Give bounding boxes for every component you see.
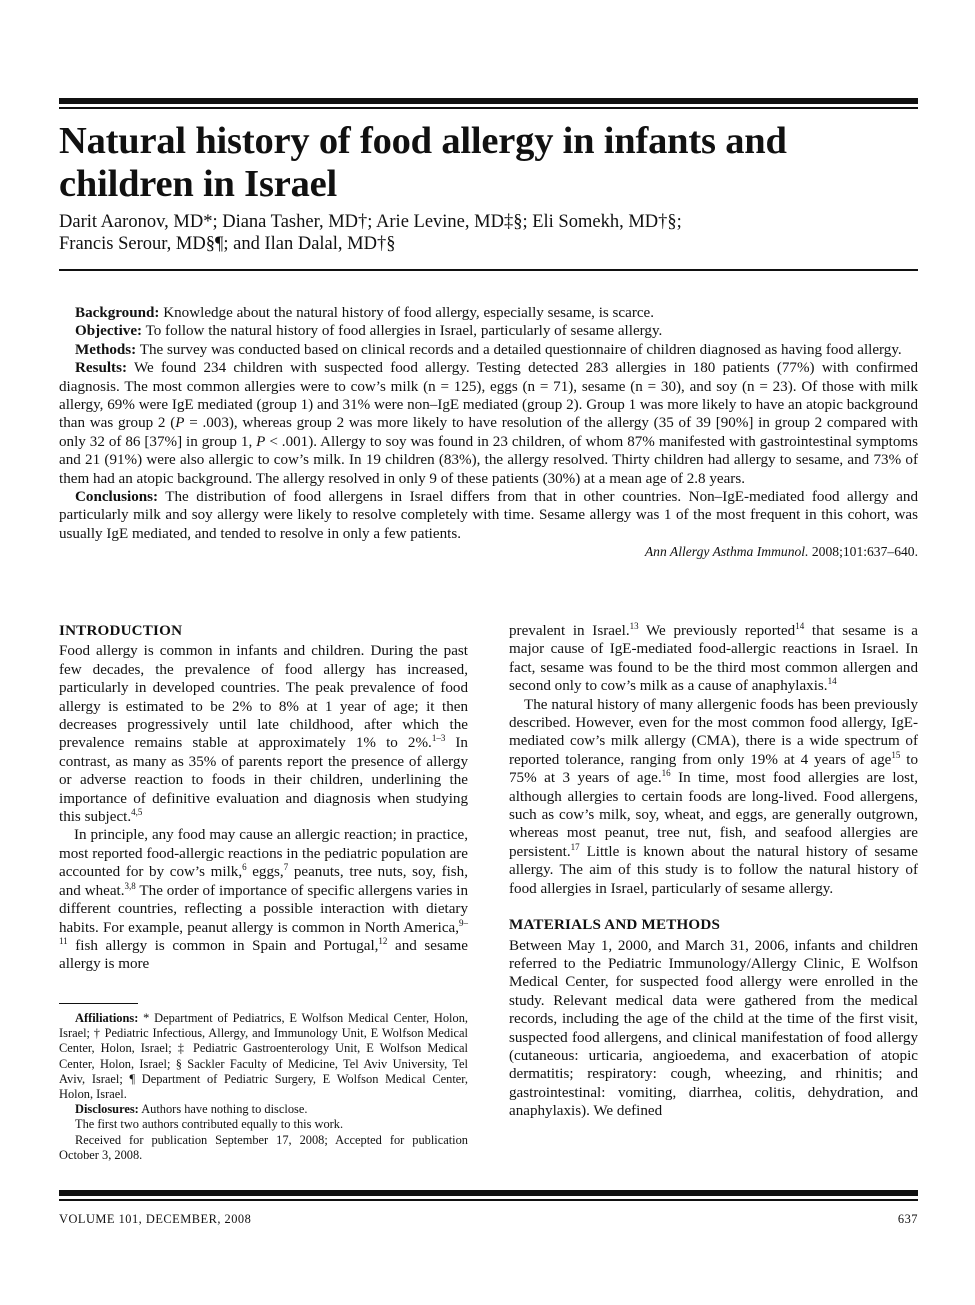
reference-superscript: 14 [827, 676, 837, 687]
bottom-thick-rule [59, 1190, 918, 1196]
text-run: and sesame allergy is more [59, 937, 468, 973]
disclosures-label: Disclosures: [75, 1102, 139, 1117]
equal-contribution-note: The first two authors contributed equally to this work. [75, 1117, 344, 1132]
text-run: prevalent in Israel. [509, 623, 630, 639]
intro-paragraph-3 [509, 622, 918, 696]
page-number: 637 [897, 1212, 918, 1226]
abstract-results [59, 359, 918, 488]
reference-superscript: 3,8 [124, 880, 136, 891]
author-list [59, 211, 909, 255]
reference-superscript: 1–3 [431, 733, 446, 744]
citation-journal: Ann Allergy Asthma Immunol. [644, 544, 809, 560]
affiliations-label: Affiliations: [75, 1011, 139, 1025]
journal-citation [59, 543, 918, 561]
reference-superscript: 14 [795, 621, 805, 631]
abstract [59, 304, 918, 561]
introduction-heading: INTRODUCTION [59, 623, 183, 639]
top-thick-rule [59, 98, 918, 104]
volume-footer: VOLUME 101, DECEMBER, 2008 [59, 1212, 252, 1226]
methods-heading: MATERIALS AND METHODS [509, 917, 721, 934]
reference-superscript: 12 [378, 935, 388, 946]
conclusions-label: Conclusions: [75, 489, 159, 506]
bottom-thin-rule [59, 1199, 918, 1201]
methods-paragraph-1: Between May 1, 2000, and March 31, 2006, infants and children referred to the Pediatric Immunology/Allergy Clinic, E Wolfson Medical Center, for suspected food allergy were enrolled in the study. Relevant medical data were gathered from the medical records, including the age of the child at the time of the first visit, suspected food allergens, and clinical manifestation of food allergy (cutaneous: urticaria, angioedema, and exacerbation of atopic dermatitis; respiratory: cough, wheezing, and rhinitis; and gastrointestinal: vomiting, diarrhea, colitis, dehydration, and anaphylaxis). We defined [509, 937, 918, 1120]
reference-superscript: 7 [283, 862, 289, 873]
text-run: We previously reported [638, 623, 796, 639]
background-label: Background: [75, 305, 160, 321]
text-run: peanuts, tree nuts, soy, fish, and wheat. [59, 864, 468, 899]
text-run: The order of importance of specific allergens varies in different countries, reflecting a possible interaction with dietary habits. For example, peanut allergy is common in North America, [59, 882, 468, 936]
header-bottom-rule [59, 269, 918, 271]
abstract-conclusions [59, 488, 918, 543]
citation-ref: 2008;101:637–640. [808, 544, 918, 560]
results-text-3: < .001). Allergy to soy was found in 23 children, of whom 87% manifested with gastrointestinal symptoms and 21 (91%) were also allergic to cow’s milk. In 19 children (83%), the allergy resolved. Thirty children had allergy to sesame, and 73% of them had an atopic background. The allergy resolved in only 9 of these patients (30%) at a mean age of 2.8 years. [59, 433, 918, 487]
background-text: Knowledge about the natural history of food allergy, especially sesame, is scarce. [159, 305, 655, 321]
reference-superscript: 6 [242, 862, 247, 873]
article-title: Natural history of food allergy in infants and children in Israel [59, 120, 787, 205]
reference-superscript: 13 [629, 621, 639, 631]
intro-paragraph-2 [59, 826, 468, 973]
abstract-methods [59, 341, 918, 359]
results-text-1: We found 234 children with suspected food allergy. Testing detected 283 allergies in 180 patients (77%) with confirmed diagnosis. The most common allergies were to cow’s milk (n = 125), eggs (n = 71), sesame (n = 30), and soy (n = 23). Of those with milk allergy, 69% were IgE mediated (group 1) and 31% were non–IgE mediated (group 2). Group 1 was more likely to have an atopic background than was group 2 ( [59, 360, 918, 432]
reference-superscript: 4,5 [131, 807, 143, 818]
abstract-background [59, 304, 918, 322]
results-text-2: = .003), whereas group 2 was more likely to have resolution of the allergy (35 of 39 [90%] in group 2 compared with only 32 of 86 [37%] in group 1, [59, 415, 918, 450]
right-column [509, 622, 918, 1121]
authors-line-1: Darit Aaronov, MD*; Diana Tasher, MD†; Arie Levine, MD‡§; Eli Somekh, MD†§; [59, 212, 682, 232]
disclosures-text: Authors have nothing to disclose. [138, 1102, 308, 1117]
text-run: In time, most food allergies are lost, although allergies to certain foods are long-lived. Food allergens, such as cow’s milk, soy, wheat, and eggs, are generally outgrown, whereas most peanut, tree nut, fish, and seafood allergies are persistent. [509, 770, 918, 860]
abstract-objective [59, 322, 918, 340]
objective-label: Objective: [75, 323, 143, 340]
affiliations-note [59, 1011, 468, 1102]
text-run: In principle, any food may cause an allergic reaction; in practice, most reported food-allergic reactions in the pediatric population are accounted for by cow’s milk, [59, 827, 468, 881]
affiliations-text: * Department of Pediatrics, E Wolfson Medical Center, Holon, Israel; † Pediatric Infectious, Allergy, and Immunology Unit, E Wolfson Medical Center, Holon, Israel; ‡ Pediatric Gastroenterology Unit, E Wolfson Medical Center, Holon, Israel; § Sackler Faculty of Medicine, Tel Aviv University, Tel Aviv, Israel; ¶ Department of Pediatric Surgery, E Wolfson Medical Center, Holon, Israel. [59, 1011, 468, 1102]
text-run: fish allergy is common in Spain and Portugal, [67, 937, 379, 954]
top-thin-rule [59, 107, 918, 109]
footnote-separator [59, 1003, 138, 1004]
received-note: Received for publication September 17, 2008; Accepted for publication October 3, 2008. [59, 1132, 468, 1162]
text-run: to 75% at 3 years of age. [509, 751, 918, 787]
text-run: Food allergy is common in infants and children. During the past few decades, the prevalence of food allergy has increased, particularly in developed countries. The peak prevalence of food allergy is estimated to be 2% to 8% at 1 year of age; it then decreases progressively until late childhood, after which the prevalence remains stable at approximately 1% to 2%. [59, 643, 468, 752]
reference-superscript: 9–11 [59, 917, 468, 946]
p-value-symbol: P [256, 433, 266, 450]
text-run: eggs, [246, 864, 284, 881]
conclusions-text: The distribution of food allergens in Israel differs from that in other countries. Non–IgE-mediated food allergy and particularly milk and soy allergy were likely to resolve completely with time. Sesame allergy was 1 of the most frequent in this cohort, was usually IgE mediated, and tended to resolve in only a few patients. [59, 489, 918, 542]
reference-superscript: 17 [570, 841, 580, 852]
authors-line-2: Francis Serour, MD§¶; and Ilan Dalal, MD†§ [59, 234, 396, 254]
results-label: Results: [75, 360, 127, 377]
text-run: The natural history of many allergenic foods has been previously described. However, even for the most common food allergy, IgE-mediated cow’s milk allergy (CMA), there is a wide spectrum of reported tolerance, ranging from only 19% at 4 years of age [509, 696, 918, 768]
text-run: Little is known about the natural history of sesame allergy. The aim of this study is to follow the natural history of food allergies in Israel, particularly of sesame allergy. [509, 843, 918, 897]
reference-superscript: 16 [661, 768, 671, 779]
methods-label: Methods: [75, 341, 137, 358]
left-column [59, 622, 468, 974]
text-run: In contrast, as many as 35% of parents report the presence of allergy or adverse reaction to foods in their children, underlining the importance of definitive evaluation and diagnosis when studying this subject. [59, 735, 468, 826]
methods-text: The survey was conducted based on clinical records and a detailed questionnaire of children diagnosed as having food allergy. [136, 341, 902, 358]
intro-paragraph-4 [509, 696, 918, 898]
objective-text: To follow the natural history of food allergies in Israel, particularly of sesame allergy. [142, 323, 663, 340]
p-value-symbol: P [175, 415, 185, 432]
intro-paragraph-1 [59, 642, 468, 826]
reference-superscript: 15 [891, 749, 901, 760]
footnotes [59, 1011, 468, 1163]
text-run: that sesame is a major cause of IgE-mediated food-allergic reactions in Israel. In fact, sesame was found to be the third most common allergen and second only to cow’s milk as a cause of anaphylaxis. [509, 623, 918, 695]
disclosures-note [59, 1102, 468, 1117]
